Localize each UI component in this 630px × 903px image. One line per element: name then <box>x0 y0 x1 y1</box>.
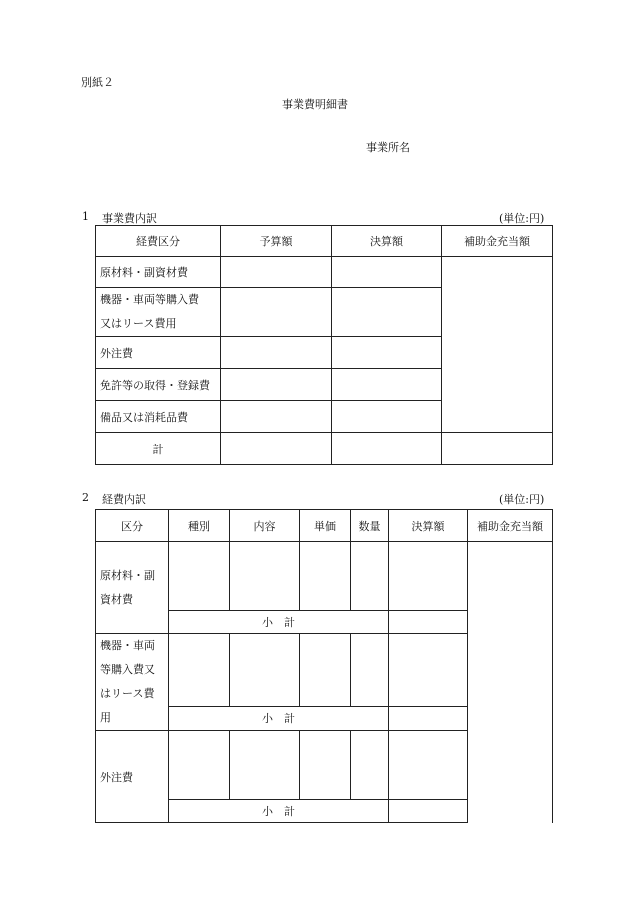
unit-price-cell <box>300 542 351 611</box>
settlement-subtotal-cell <box>389 800 468 823</box>
row-label-license: 免許等の取得・登録費 <box>96 369 221 401</box>
settlement-cell <box>332 369 442 401</box>
budget-cell <box>221 401 332 433</box>
settlement-cell <box>332 337 442 369</box>
content-cell <box>230 634 300 707</box>
settlement-subtotal-cell <box>389 706 468 730</box>
section2-unit: (単位:円) <box>499 493 545 506</box>
settlement-total-cell <box>332 433 442 465</box>
budget-cell <box>221 257 332 288</box>
total-label: 計 <box>96 433 221 465</box>
group-label-line: 機器・車両 <box>100 639 155 652</box>
subtotal-label: 小 計 <box>169 611 389 634</box>
header-settlement: 決算額 <box>332 226 442 257</box>
quantity-cell <box>351 634 389 707</box>
total-row <box>96 433 553 465</box>
expense-detail-table <box>95 509 553 823</box>
subsidy-total-cell <box>442 433 553 465</box>
section1-number: 1 <box>82 210 89 223</box>
unit-price-cell <box>300 731 351 800</box>
row-label-supplies: 備品又は消耗品費 <box>96 401 221 433</box>
table-header-row <box>96 226 553 257</box>
table-header-row <box>96 510 553 542</box>
header-settlement: 決算額 <box>389 510 468 542</box>
document-title: 事業費明細書 <box>282 98 348 111</box>
attachment-label: 別紙２ <box>81 76 114 89</box>
row-label-equipment <box>96 288 221 337</box>
section2-title: 経費内訳 <box>102 493 146 506</box>
subtotal-label: 小 計 <box>169 800 389 823</box>
row-label-outsourcing: 外注費 <box>96 337 221 369</box>
subtotal-label: 小 計 <box>169 706 389 730</box>
expense-breakdown-table <box>95 225 553 465</box>
settlement-cell <box>389 542 468 611</box>
settlement-cell <box>389 731 468 800</box>
group-label-line: 資材費 <box>100 592 133 606</box>
unit-price-cell <box>300 634 351 707</box>
settlement-cell <box>332 288 442 337</box>
subsidy-merged-cell <box>442 257 553 433</box>
row-label-line: 機器・車両等購入費 <box>100 293 199 306</box>
header-quantity: 数量 <box>351 510 389 542</box>
group-label-equipment <box>96 634 169 731</box>
header-unit-price: 単価 <box>300 510 351 542</box>
group-label-line: はリース費 <box>100 687 155 700</box>
header-content: 内容 <box>230 510 300 542</box>
quantity-cell <box>351 542 389 611</box>
group-label-outsourcing: 外注費 <box>96 731 169 823</box>
office-name-label: 事業所名 <box>366 141 410 154</box>
row-label-materials: 原材料・副資材費 <box>96 257 221 288</box>
group-label-line: 原材料・副 <box>100 568 155 582</box>
header-category: 経費区分 <box>96 226 221 257</box>
group-label-line: 等購入費又 <box>100 663 155 676</box>
content-cell <box>230 731 300 800</box>
group-label-line: 用 <box>100 711 111 724</box>
settlement-subtotal-cell <box>389 611 468 634</box>
row-label-line: 又はリース費用 <box>100 317 177 330</box>
type-cell <box>169 634 230 707</box>
type-cell <box>169 542 230 611</box>
budget-cell <box>221 369 332 401</box>
budget-cell <box>221 288 332 337</box>
header-budget: 予算額 <box>221 226 332 257</box>
section1-title: 事業費内訳 <box>102 212 157 225</box>
header-subsidy: 補助金充当額 <box>468 510 553 542</box>
section2-number: 2 <box>82 491 89 504</box>
header-division: 区分 <box>96 510 169 542</box>
table-row <box>96 257 553 288</box>
header-type: 種別 <box>169 510 230 542</box>
group-label-materials <box>96 542 169 634</box>
budget-total-cell <box>221 433 332 465</box>
header-subsidy: 補助金充当額 <box>442 226 553 257</box>
settlement-cell <box>332 401 442 433</box>
budget-cell <box>221 337 332 369</box>
settlement-cell <box>389 634 468 707</box>
quantity-cell <box>351 731 389 800</box>
type-cell <box>169 731 230 800</box>
subsidy-merged-cell <box>468 542 553 823</box>
section1-unit: (単位:円) <box>499 212 545 225</box>
content-cell <box>230 542 300 611</box>
table-row <box>96 542 553 611</box>
settlement-cell <box>332 257 442 288</box>
